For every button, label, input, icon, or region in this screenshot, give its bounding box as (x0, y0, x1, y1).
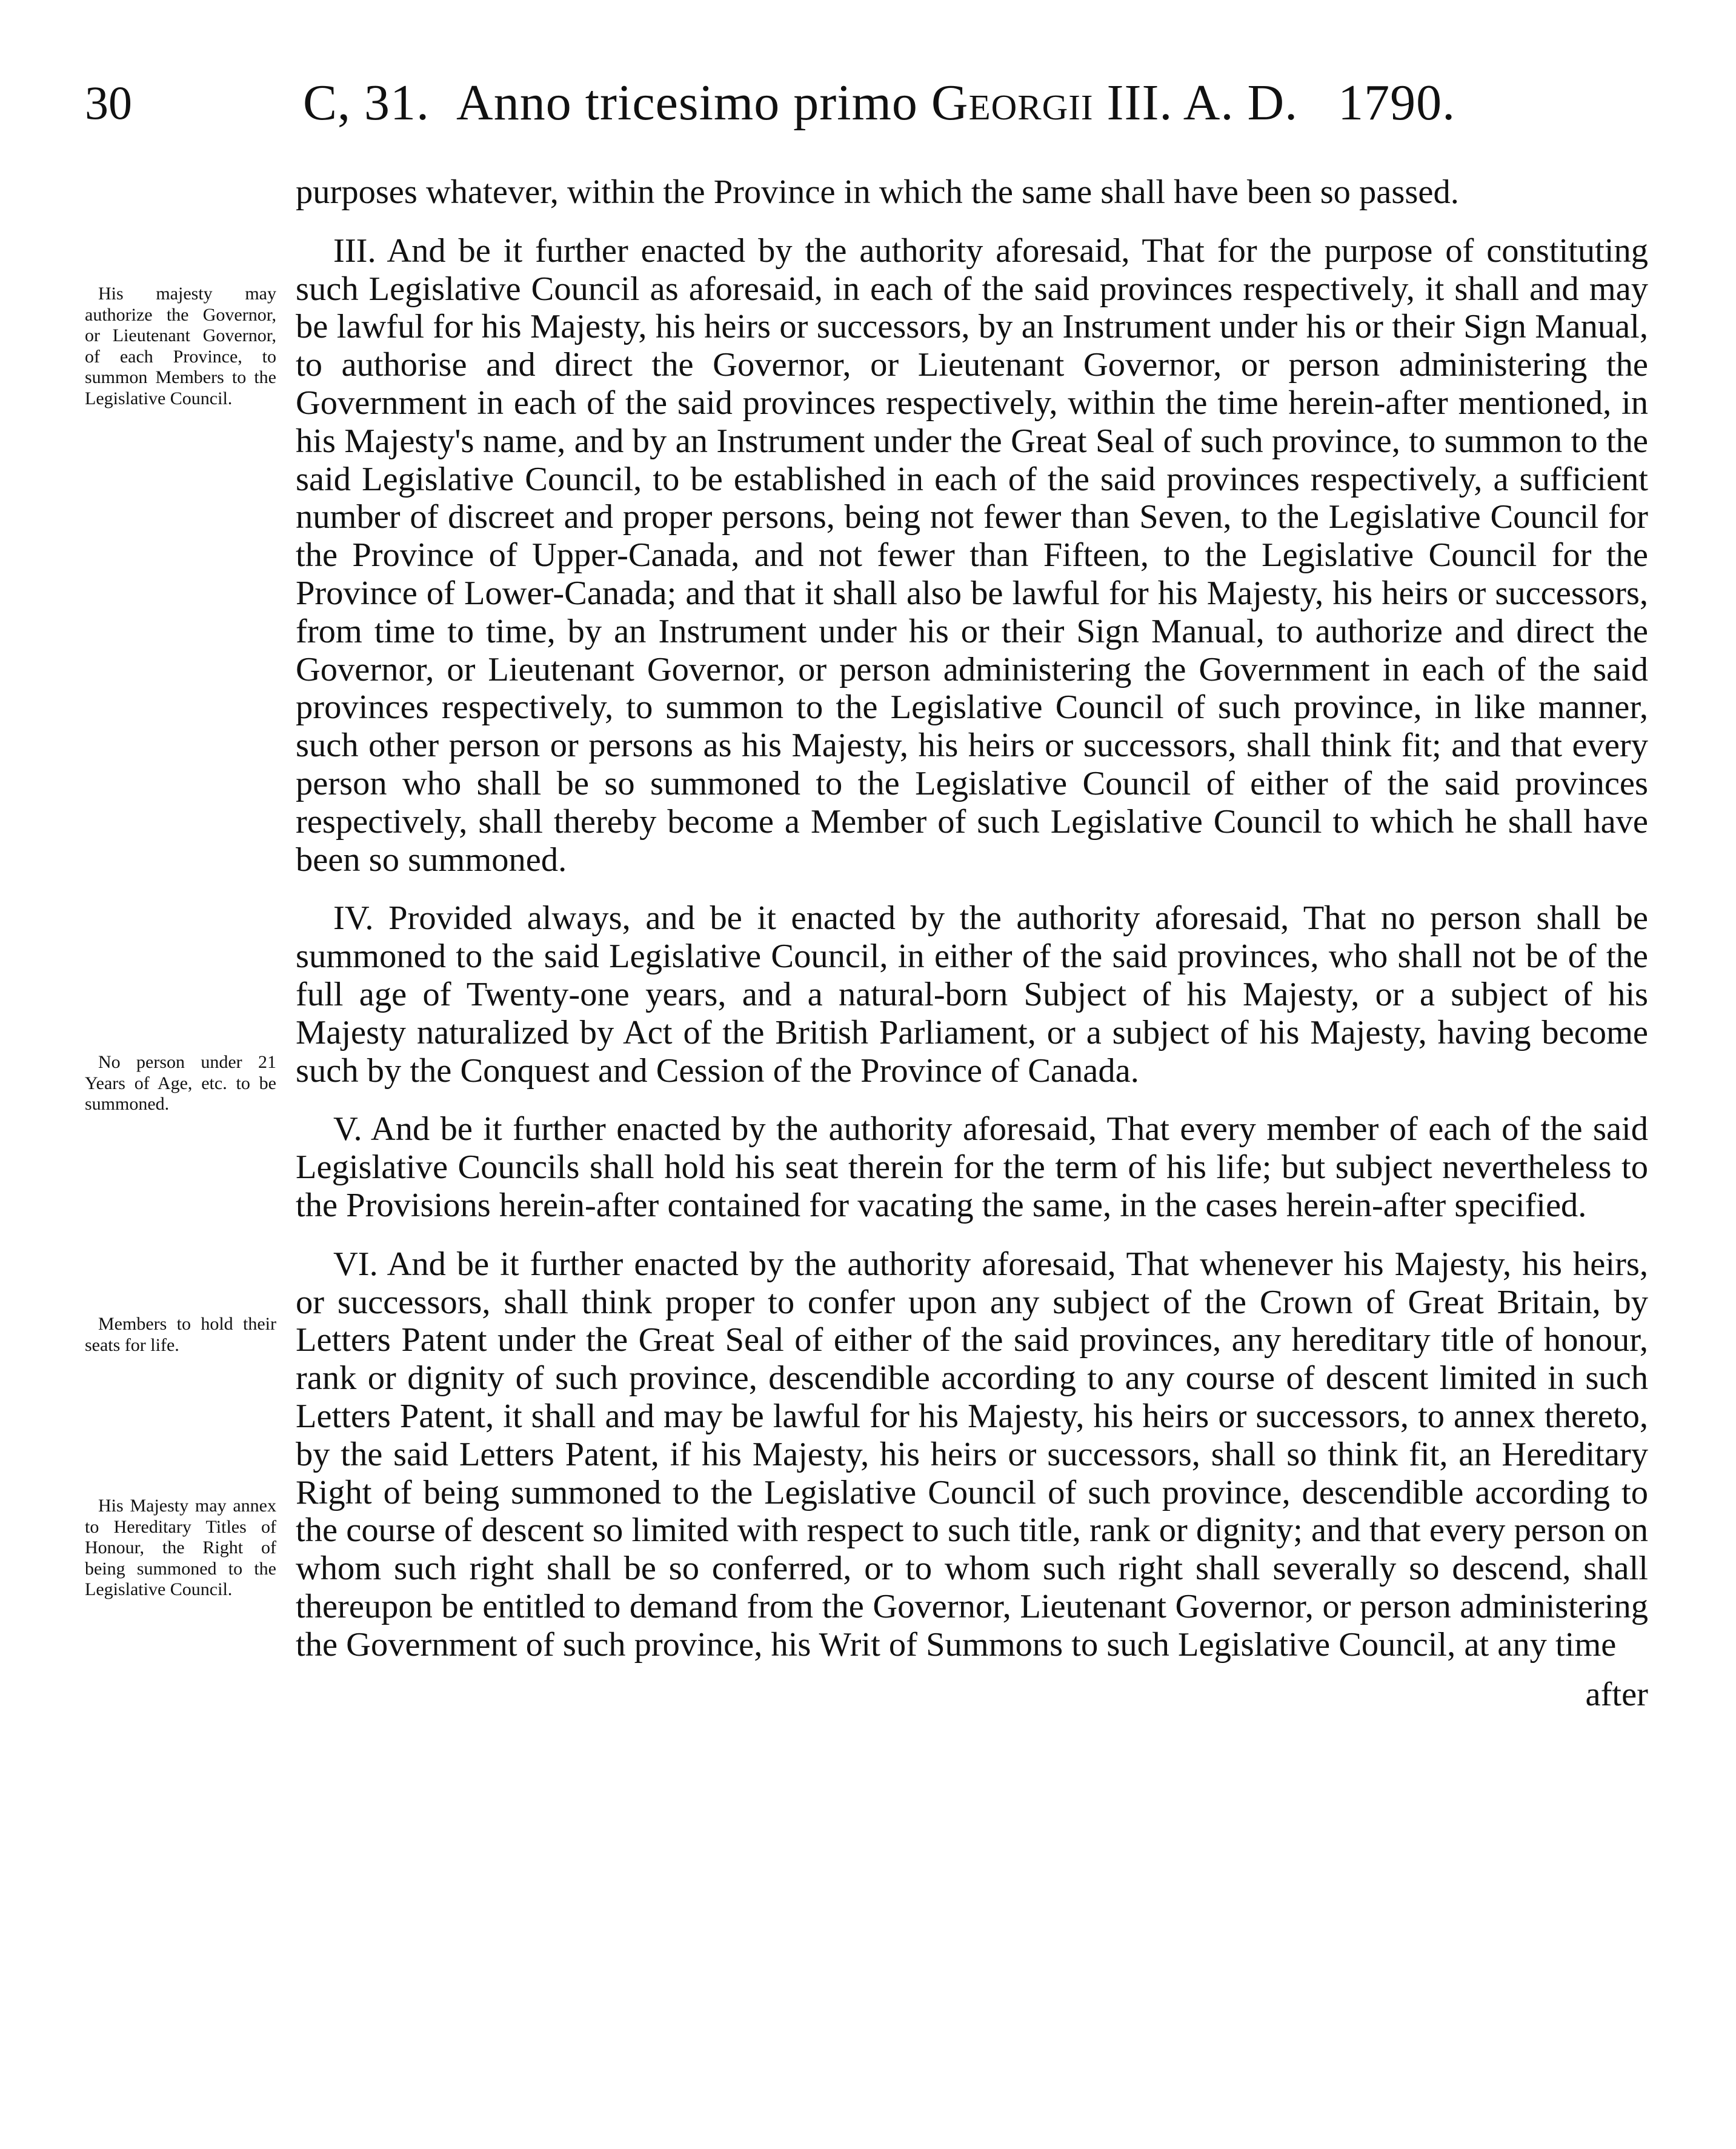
sidenote-section-6: His Majesty may annex to Hereditary Titles of Honour, the Right of being summoned to the Legislative Council. (85, 1496, 276, 1599)
regnal-title-post: III. A. D. (1106, 75, 1299, 131)
sidenote-section-5: Members to hold their seats for life. (85, 1314, 276, 1355)
continuation-paragraph: purposes whatever, within the Province in which the same shall have been so passed. (296, 173, 1459, 211)
section-3-paragraph: III. And be it further enacted by the authority aforesaid, That for the purpose of constituting such Legislative Council as aforesaid, in each of the said provinces respectively, it shall and may be lawful for his Majesty, his heirs or successors, by an Instrument under his or their Sign Manual, to authorise and direct the Governor, or Lieutenant Governor, or person administering the Government in each of the said provinces respectively, within the time herein-after mentioned, in his Majesty's name, and by an Instrument under the Great Seal of such province, to summon to the said Legislative Council, to be established in each of the said provinces respectively, a sufficient number of discreet and proper persons, being not fewer than Seven, to the Legislative Council for the Province of Upper-Canada, and not fewer than Fifteen, to the Legislative Council for the Province of Lower-Canada; and that it shall also be lawful for his Majesty, his heirs or successors, from time to time, by an Instrument under his or their Sign Manual, to authorize and direct the Governor, or Lieutenant Governor, or person administering the Government in each of the said provinces respectively, to summon to the Legislative Council of such province, in like manner, such other person or persons as his Majesty, his heirs or successors, shall think fit; and that every person who shall be so summoned to the Legislative Council of either of the said provinces respectively, shall thereby become a Member of such Legislative Council to which he shall have been so summoned. (296, 232, 1648, 879)
regnal-title-king: Georgii (931, 75, 1094, 131)
chapter-number: C, 31. (303, 75, 430, 131)
section-6-paragraph: VI. And be it further enacted by the authority aforesaid, That whenever his Majesty, his heirs, or successors, shall think proper to confer upon any subject of the Crown of Great Britain, by Letters Patent under the Great Seal of either of the said provinces, any hereditary title of honour, rank or dignity of such province, descendible according to any course of descent limited in such Letters Patent, it shall and may be lawful for his Majesty, his heirs or successors, to annex thereto, by the said Letters Patent, if his Majesty, his heirs or successors, shall so think fit, an Hereditary Right of being summoned to the Legislative Council of such province, descendible according to the course of descent so limited with respect to such title, rank or dignity; and that every person on whom such right shall be so conferred, or to whom such right shall severally so descend, shall thereupon be entitled to demand from the Governor, Lieutenant Governor, or person administering the Government of such province, his Writ of Summons to such Legislative Council, at any time (296, 1245, 1648, 1664)
running-head (303, 73, 1455, 133)
page-number: 30 (85, 76, 132, 129)
section-5-paragraph: V. And be it further enacted by the authority aforesaid, That every member of each of the said Legislative Councils shall hold his seat therein for the term of his life; but subject nevertheless to the Provisions herein-after contained for vacating the same, in the cases herein-after specified. (296, 1110, 1648, 1224)
regnal-title-pre: Anno tricesimo primo (456, 75, 918, 131)
sidenote-section-4: No person under 21 Years of Age, etc. to be summoned. (85, 1052, 276, 1114)
year: 1790. (1338, 75, 1456, 131)
sidenote-section-3: His majesty may authorize the Governor, or Lieutenant Governor, of each Province, to summon Members to the Legislative Council. (85, 284, 276, 408)
page-header (85, 73, 1660, 145)
catchword: after (1585, 1676, 1648, 1714)
main-text (296, 173, 1648, 1714)
section-4-paragraph: IV. Provided always, and be it enacted by the authority aforesaid, That no person shall be summoned to the said Legislative Council, in either of the said provinces, who shall not be of the full age of Twenty-one years, and a natural-born Subject of his Majesty, or a subject of his Majesty naturalized by Act of the British Parliament, or a subject of his Majesty, having become such by the Conquest and Cession of the Province of Canada. (296, 899, 1648, 1090)
